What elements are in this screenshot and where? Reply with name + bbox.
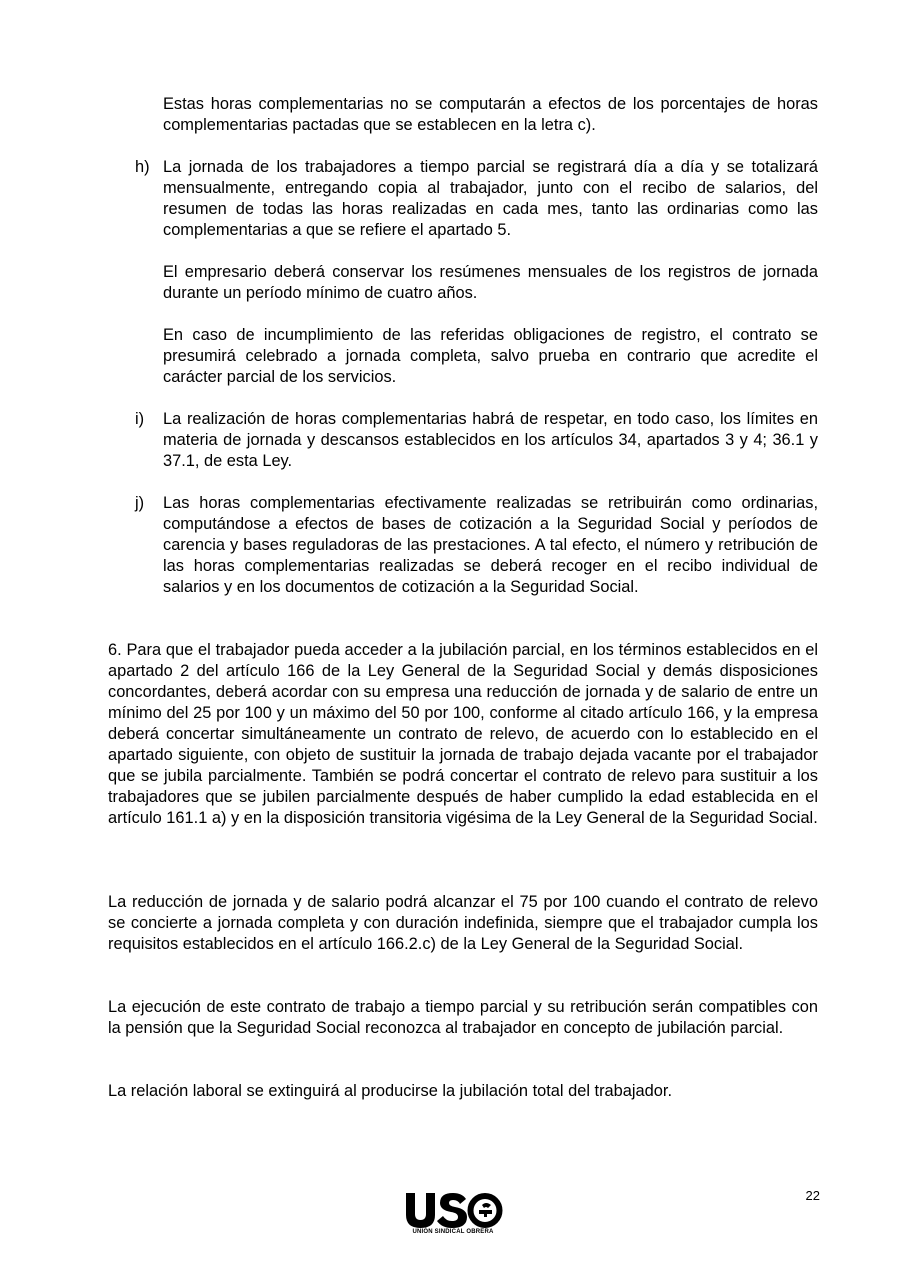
section-6-paragraph-1: 6. Para que el trabajador pueda acceder a la jubilación parcial, en los términos establecidos en el apartado 2 del artículo 166 de la Ley General de la Seguridad Social y demás disposiciones concordantes, deberá acordar con su empresa una reducción de jornada y de salario de entre un mínimo del 25 por 100 y un máximo del 50 por 100, conforme al citado artículo 166, y la empresa deberá concertar simultáneamente un contrato de relevo, de acuerdo con lo establecido en el apartado siguiente, con objeto de sustituir la jornada de trabajo dejada vacante por el trabajador que se jubila parcialmente. También se podrá concertar el contrato de relevo para sustituir a los trabajadores que se jubilen parcialmente después de haber cumplido la edad establecida en el artículo 161.1 a) y en la disposición transitoria vigésima de la Ley General de la Seguridad Social. <box>108 641 818 827</box>
section-6-paragraph-2: La reducción de jornada y de salario podrá alcanzar el 75 por 100 cuando el contrato de relevo se concierte a jornada completa y con duración indefinida, siempre que el trabajador cumpla los requisitos establecidos en el artículo 166.2.c) de la Ley General de la Seguridad Social. <box>108 893 818 953</box>
page-number: 22 <box>805 1188 820 1203</box>
item-i-paragraph: La realización de horas complementarias habrá de respetar, en todo caso, los límites en materia de jornada y descansos establecidos en los artículos 34, apartados 3 y 4; 36.1 y 37.1, de esta Ley. <box>163 410 818 470</box>
section-6-paragraph-3: La ejecución de este contrato de trabajo a tiempo parcial y su retribución serán compatibles con la pensión que la Seguridad Social reconozca al trabajador en concepto de jubilación parcial. <box>108 998 818 1037</box>
item-j-paragraph: Las horas complementarias efectivamente realizadas se retribuirán como ordinarias, computándose a efectos de bases de cotización a la Seguridad Social y períodos de carencia y bases reguladoras de las prestaciones. A tal efecto, el número y retribución de las horas complementarias realizadas se deberá recoger en el recibo individual de salarios y en los documentos de cotización a la Seguridad Social. <box>163 494 818 596</box>
section-6-paragraph-4: La relación laboral se extinguirá al producirse la jubilación total del trabajador. <box>108 1082 672 1100</box>
logo-caption: UNIÓN SINDICAL OBRERA <box>412 1229 494 1235</box>
continuation-paragraph: Estas horas complementarias no se computarán a efectos de los porcentajes de horas complementarias pactadas que se establecen en la letra c). <box>163 95 818 134</box>
item-h-marker: h) <box>135 158 150 176</box>
item-h-paragraph-1: La jornada de los trabajadores a tiempo parcial se registrará día a día y se totalizará mensualmente, entregando copia al trabajador, junto con el recibo de salarios, del resumen de todas las horas realizadas en cada mes, tanto las ordinarias como las complementarias a que se refiere el apartado 5. <box>163 158 818 239</box>
item-i-marker: i) <box>135 410 145 428</box>
item-h-paragraph-3: En caso de incumplimiento de las referidas obligaciones de registro, el contrato se presumirá celebrado a jornada completa, salvo prueba en contrario que acredite el carácter parcial de los servicios. <box>163 326 818 386</box>
item-h-paragraph-2: El empresario deberá conservar los resúmenes mensuales de los registros de jornada durante un período mínimo de cuatro años. <box>163 263 818 302</box>
item-j-marker: j) <box>135 494 145 512</box>
